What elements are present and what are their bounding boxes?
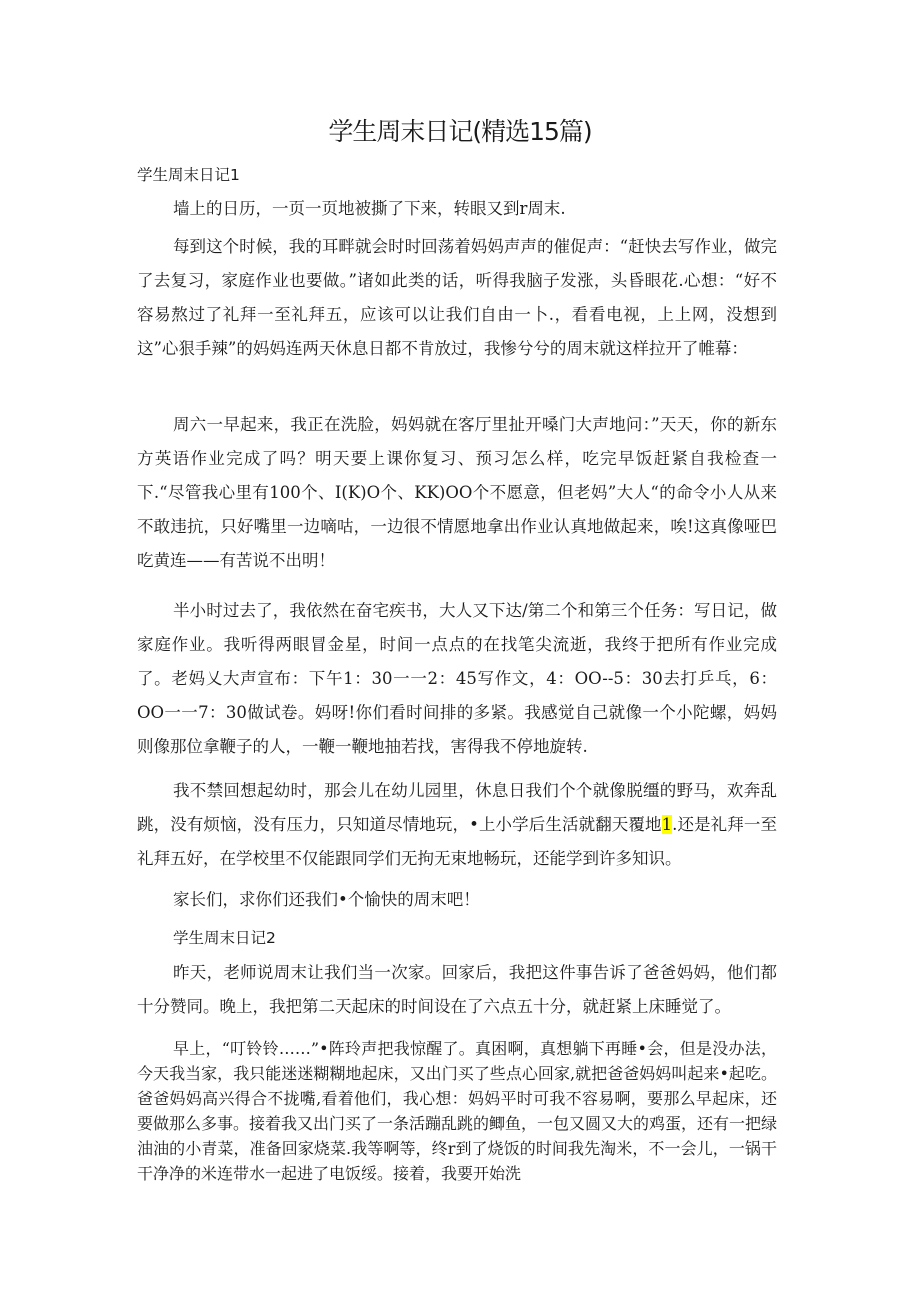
entry-1-paragraph-6: 家长们，求你们还我们•个愉快的周末吧！	[173, 890, 480, 909]
entry-2-paragraph-2: 早上，“叮铃铃……”•阵玲声把我惊醒了。真困啊，真想躺下再睡•会，但是没办法，今天我当家，我只能迷迷糊糊地起床，又出门买了些点心回家,就把爸爸妈妈叫起来•起吃。爸爸妈妈高兴得合不拢嘴,看着他们，我心想：妈妈平时可我不容易啊，要那么早起床，还要做那么多事。接着我又出门买了一条活蹦乱跳的鲫鱼，一包又圆又大的鸡蛋，还有一把绿油油的小青菜，准备回家烧菜.我等啊等，终r到了烧饭的时间我先淘米，不一会儿，一锅干干净净的米连带水一起进了电饭绥。接着，我要开始洗	[137, 1039, 778, 1183]
entry-1-paragraph-3: 周六一早起来，我正在洗脸，妈妈就在客厅里扯开嗓门大声地问：”天天，你的新东方英语作业完成了吗？明天要上课你复习、预习怎么样，吃完早饭赶紧自我检查一下.“尽管我心里有100个、I(K)O个、KK)OO个不愿意，但老妈”大人“的命令小人从来不敢违抗，只好嘴里一边嘀咕，一边很不情愿地拿出作业认真地做起来，唉!这真像哑巴吃黄连——有苦说不出明！	[137, 415, 777, 570]
entry-1-paragraph-5-tail: .还是礼拜一至礼拜五好，在学校里不仅能跟同学们无拘无束地畅玩，还能学到许多知识。	[137, 815, 778, 868]
entry-1-heading: 学生周末日记1	[137, 166, 240, 184]
entry-1-paragraph-2: 每到这个时候，我的耳畔就会时时回荡着妈妈声声的催促声：“赶快去写作业，做完了去复习，家庭作业也要做。”诸如此类的话，听得我脑子发涨，头昏眼花.心想：“好不容易熬过了礼拜一至礼拜五，应该可以让我们自由一卜.，看看电视，上上网，没想到这”心狠手辣”的妈妈连两天休息日都不肯放过，我惨兮兮的周末就这样拉开了帷幕：	[137, 237, 777, 358]
entry-1-paragraph-5	[137, 774, 777, 876]
highlight-mark: 1	[661, 815, 673, 834]
document-title: 学生周末日记(精选15篇)	[328, 117, 592, 146]
entry-2-paragraph-1: 昨天，老师说周末让我们当一次家。回家后，我把这件事告诉了爸爸妈妈，他们都十分赞同。晚上，我把第二天起床的时间设在了六点五十分，就赶紧上床睡觉了。	[137, 963, 777, 1016]
entry-1-paragraph-4: 半小时过去了，我依然在奋宅疾书，大人又下达/第二个和第三个任务：写日记，做家庭作业。我听得两眼冒金星，时间一点点的在找笔尖流逝，我终于把所有作业完成了。老妈乂大声宣布：下午1：30一一2：45写作文，4：OO--5：30去打乒乓，6：OO一一7：30做试卷。妈呀!你们看时间排的多紧。我感觉自己就像一个小陀螺，妈妈则像那位拿鞭子的人，一鞭一鞭地抽若找，害得我不停地旋转.	[137, 601, 777, 756]
entry-1-paragraph-5-text: 我不禁回想起幼时，那会儿在幼儿园里，休息日我们个个就像脱缰的野马，欢奔乱跳，没有烦恼，没有压力，只知道尽情地玩，•上小学后生活就翻天覆地	[137, 781, 777, 834]
entry-2-heading: 学生周末日记2	[173, 929, 276, 947]
entry-1-paragraph-1: 墙上的日历，一页一页地被撕了下来，转眼又到r周末.	[173, 199, 566, 218]
